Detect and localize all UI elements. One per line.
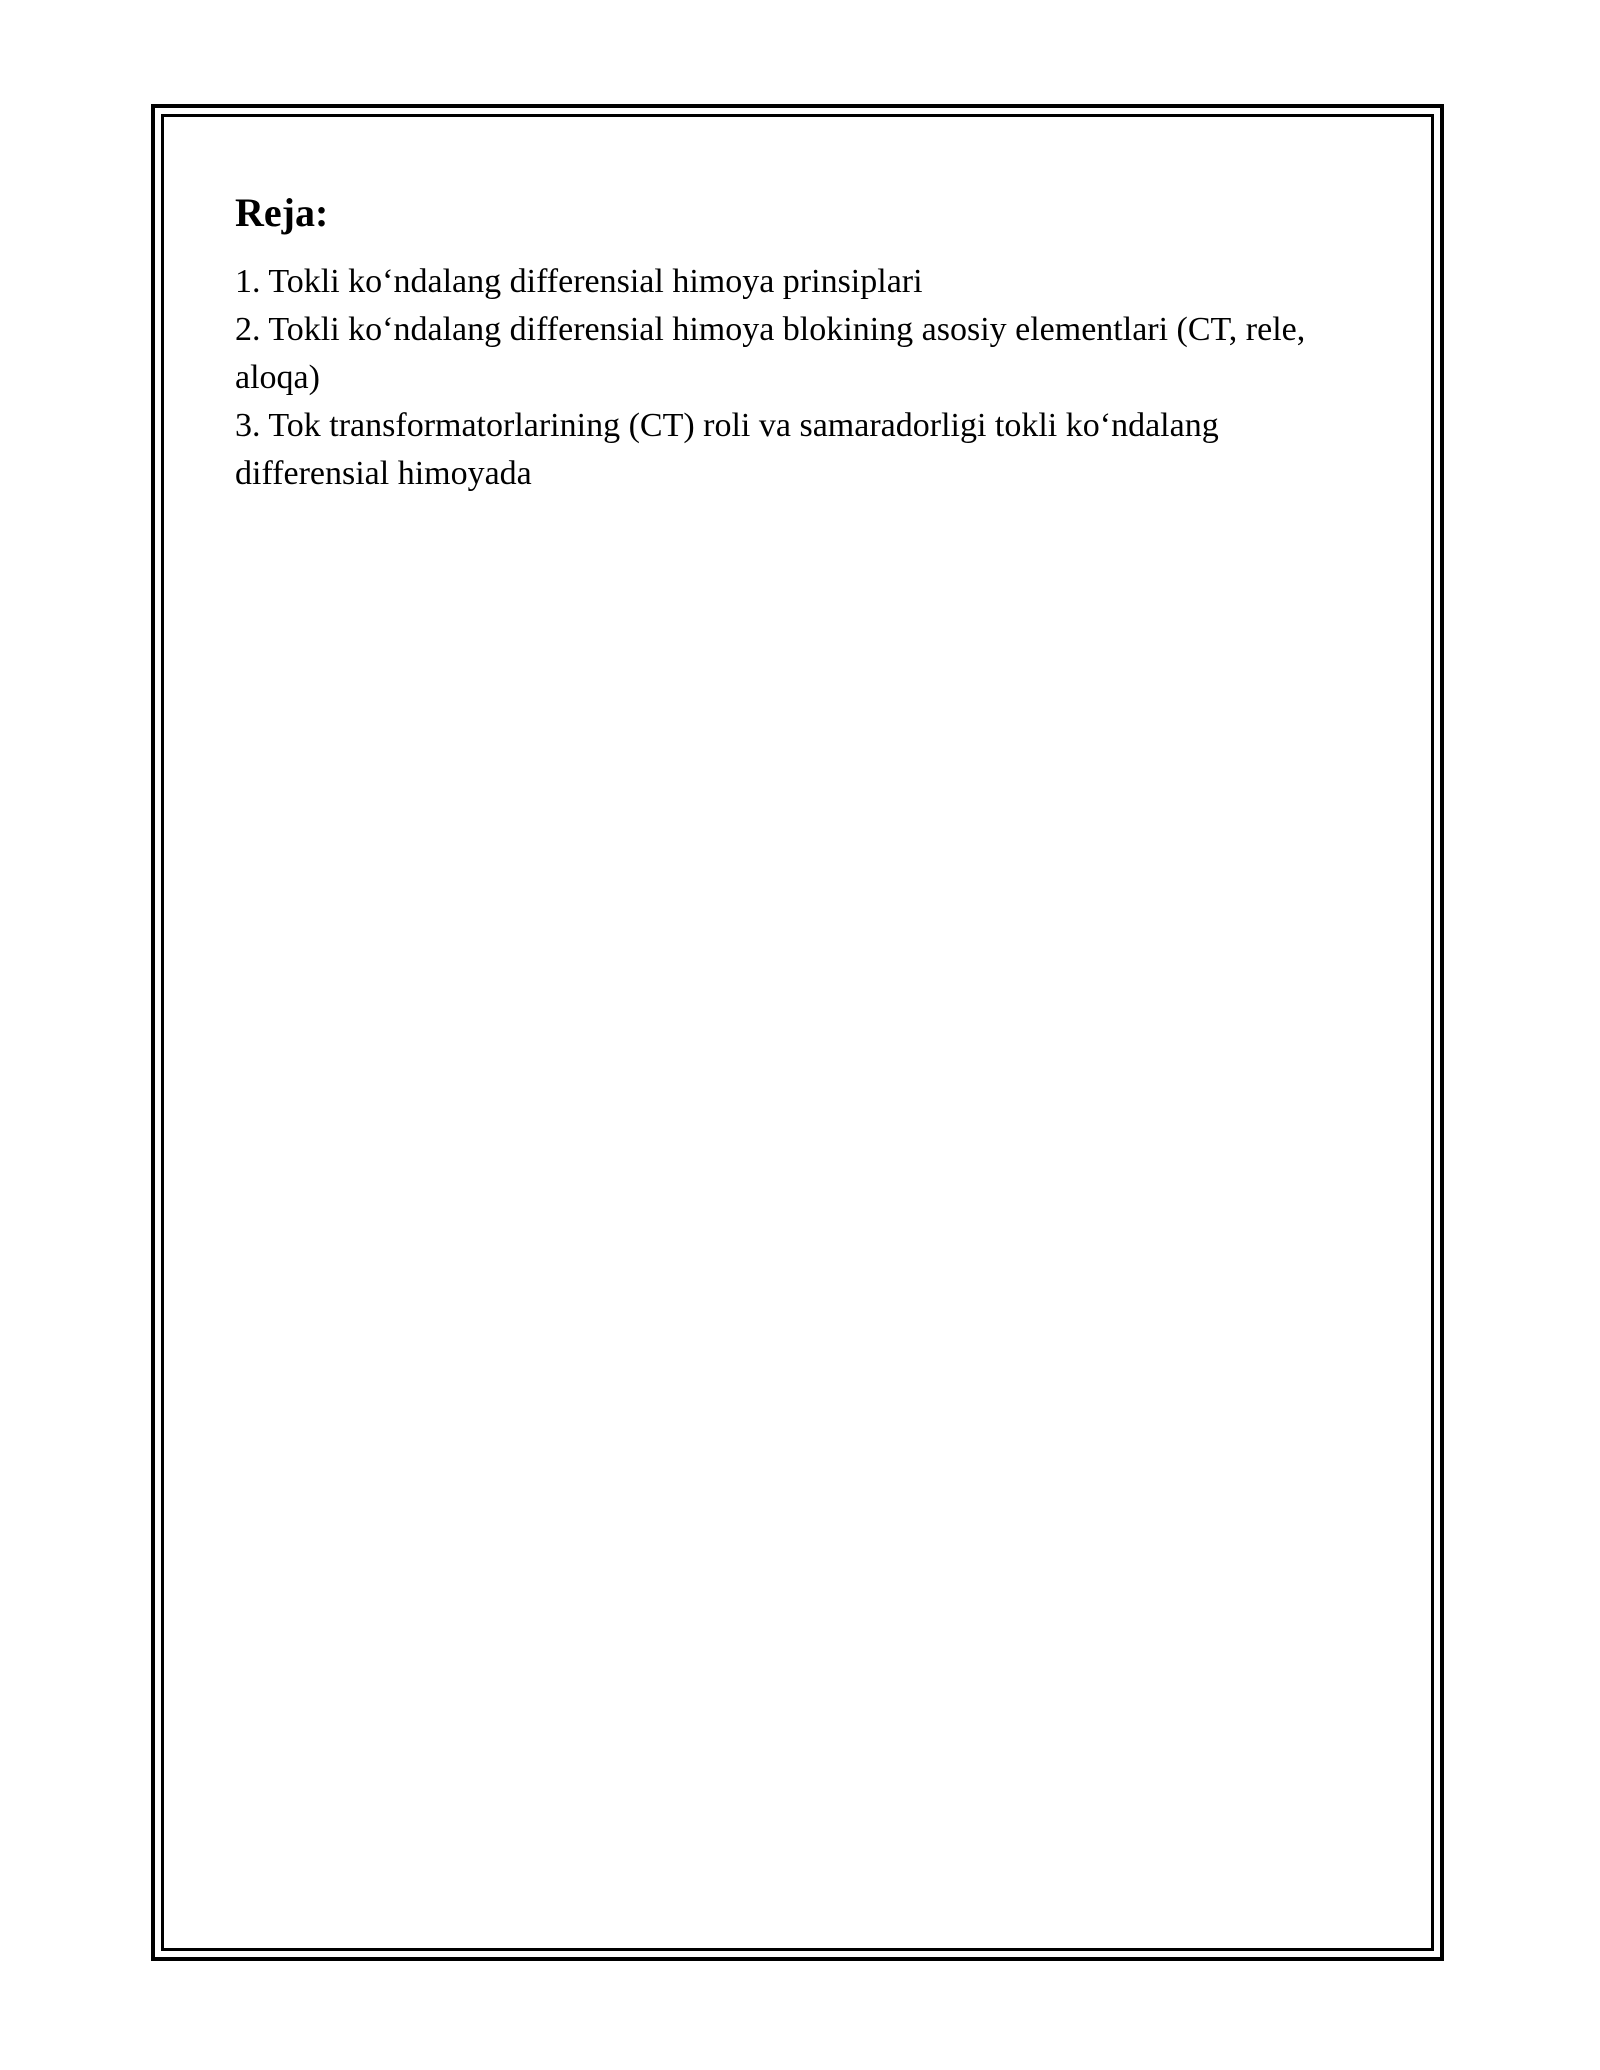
- plan-list: [235, 258, 1365, 498]
- plan-title: Reja:: [235, 190, 329, 235]
- plan-item-3: 3. Tok transformatorlarining (CT) roli va samaradorligi tokli ko‘ndalang differensial himoyada: [235, 407, 1219, 492]
- plan-item-2: 2. Tokli ko‘ndalang differensial himoya blokining asosiy elementlari (CT, rele, aloqa): [235, 311, 1306, 396]
- document-content: [235, 186, 1365, 498]
- plan-item-1: 1. Tokli ko‘ndalang differensial himoya prinsiplari: [235, 263, 923, 300]
